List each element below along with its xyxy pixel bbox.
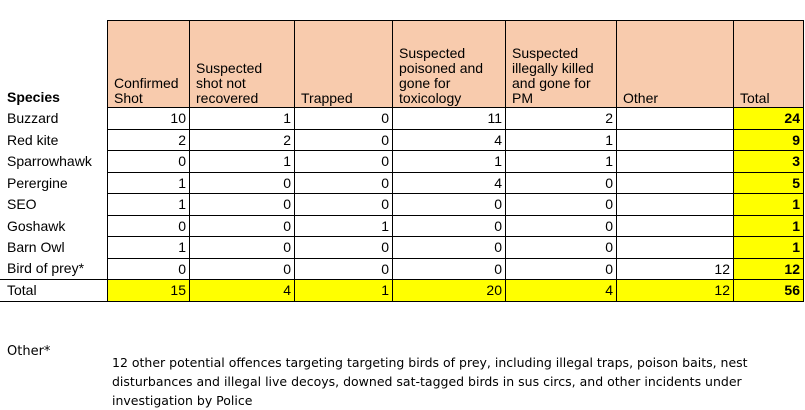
row-total-cell: 24	[734, 108, 804, 130]
total-row	[0, 280, 804, 302]
col-header: Trapped	[295, 21, 393, 108]
col-header: Total	[734, 21, 804, 108]
value-cell: 0	[506, 194, 617, 216]
table-row	[0, 129, 804, 151]
footnote-label: Other*	[7, 344, 51, 359]
value-cell: 4	[393, 172, 506, 194]
value-cell: 0	[506, 258, 617, 280]
total-cell: 1	[295, 280, 393, 302]
col-header: Suspected illegally killed and gone for PM	[506, 21, 617, 108]
value-cell: 1	[108, 237, 190, 259]
total-cell: 15	[108, 280, 190, 302]
value-cell	[617, 151, 734, 173]
col-header: Confirmed Shot	[108, 21, 190, 108]
value-cell: 0	[393, 215, 506, 237]
col-header: Suspected poisoned and gone for toxicology	[393, 21, 506, 108]
row-total-cell: 3	[734, 151, 804, 173]
value-cell	[617, 237, 734, 259]
species-name: SEO	[7, 196, 37, 212]
value-cell: 2	[506, 108, 617, 130]
value-cell: 1	[506, 129, 617, 151]
value-cell	[617, 172, 734, 194]
value-cell: 1	[295, 215, 393, 237]
species-name: Red kite	[7, 131, 59, 148]
value-cell: 2	[108, 129, 190, 151]
value-cell	[617, 215, 734, 237]
species-name: Barn Owl	[7, 239, 65, 255]
value-cell: 0	[190, 258, 295, 280]
total-cell: 12	[617, 280, 734, 302]
value-cell	[617, 108, 734, 130]
value-cell: 0	[108, 215, 190, 237]
col-header: Other	[617, 21, 734, 108]
table-row	[0, 215, 804, 237]
grand-total-cell: 56	[734, 280, 804, 302]
value-cell: 0	[190, 215, 295, 237]
value-cell: 0	[295, 129, 393, 151]
value-cell: 0	[295, 237, 393, 259]
value-cell: 0	[190, 237, 295, 259]
species-header: Species	[7, 89, 60, 105]
row-total-cell: 1	[734, 237, 804, 259]
row-total-cell: 1	[734, 215, 804, 237]
value-cell: 0	[295, 172, 393, 194]
table-row	[0, 172, 804, 194]
value-cell: 0	[506, 215, 617, 237]
value-cell: 1	[190, 151, 295, 173]
value-cell: 4	[393, 129, 506, 151]
species-name: Bird of prey*	[7, 260, 85, 277]
table-row	[0, 194, 804, 216]
value-cell: 0	[295, 194, 393, 216]
value-cell: 0	[506, 172, 617, 194]
value-cell: 0	[393, 194, 506, 216]
value-cell: 0	[190, 194, 295, 216]
row-total-cell: 9	[734, 129, 804, 151]
footnote-text: 12 other potential offences targeting targeting birds of prey, including illegal traps, poison baits, nest disturbances and illegal live decoys, downed sat-tagged birds in sus circs, and other incidents under investigation by Police	[112, 355, 748, 408]
value-cell: 1	[108, 172, 190, 194]
value-cell: 0	[108, 151, 190, 173]
value-cell	[617, 194, 734, 216]
offences-table	[0, 20, 804, 302]
value-cell: 0	[295, 108, 393, 130]
table-row	[0, 237, 804, 259]
value-cell: 10	[108, 108, 190, 130]
species-name: Sparrowhawk	[7, 153, 92, 169]
total-cell: 4	[506, 280, 617, 302]
value-cell: 1	[108, 194, 190, 216]
value-cell: 1	[393, 151, 506, 173]
value-cell: 0	[295, 258, 393, 280]
species-name: Goshawk	[7, 217, 66, 234]
value-cell: 0	[295, 151, 393, 173]
value-cell: 0	[506, 237, 617, 259]
table-row	[0, 108, 804, 130]
value-cell	[617, 129, 734, 151]
row-total-cell: 5	[734, 172, 804, 194]
value-cell: 0	[190, 172, 295, 194]
value-cell: 1	[190, 108, 295, 130]
total-cell: 4	[190, 280, 295, 302]
species-name: Perergine	[7, 174, 68, 191]
col-header: Suspected shot not recovered	[190, 21, 295, 108]
species-name: Buzzard	[7, 110, 59, 126]
value-cell: 2	[190, 129, 295, 151]
value-cell: 12	[617, 258, 734, 280]
value-cell: 1	[506, 151, 617, 173]
value-cell: 0	[393, 237, 506, 259]
total-cell: 20	[393, 280, 506, 302]
value-cell: 11	[393, 108, 506, 130]
table-row	[0, 151, 804, 173]
row-total-cell: 1	[734, 194, 804, 216]
header-row	[0, 21, 804, 108]
value-cell: 0	[393, 258, 506, 280]
value-cell: 0	[108, 258, 190, 280]
row-total-cell: 12	[734, 258, 804, 280]
table-row	[0, 258, 804, 280]
total-label: Total	[0, 280, 108, 302]
